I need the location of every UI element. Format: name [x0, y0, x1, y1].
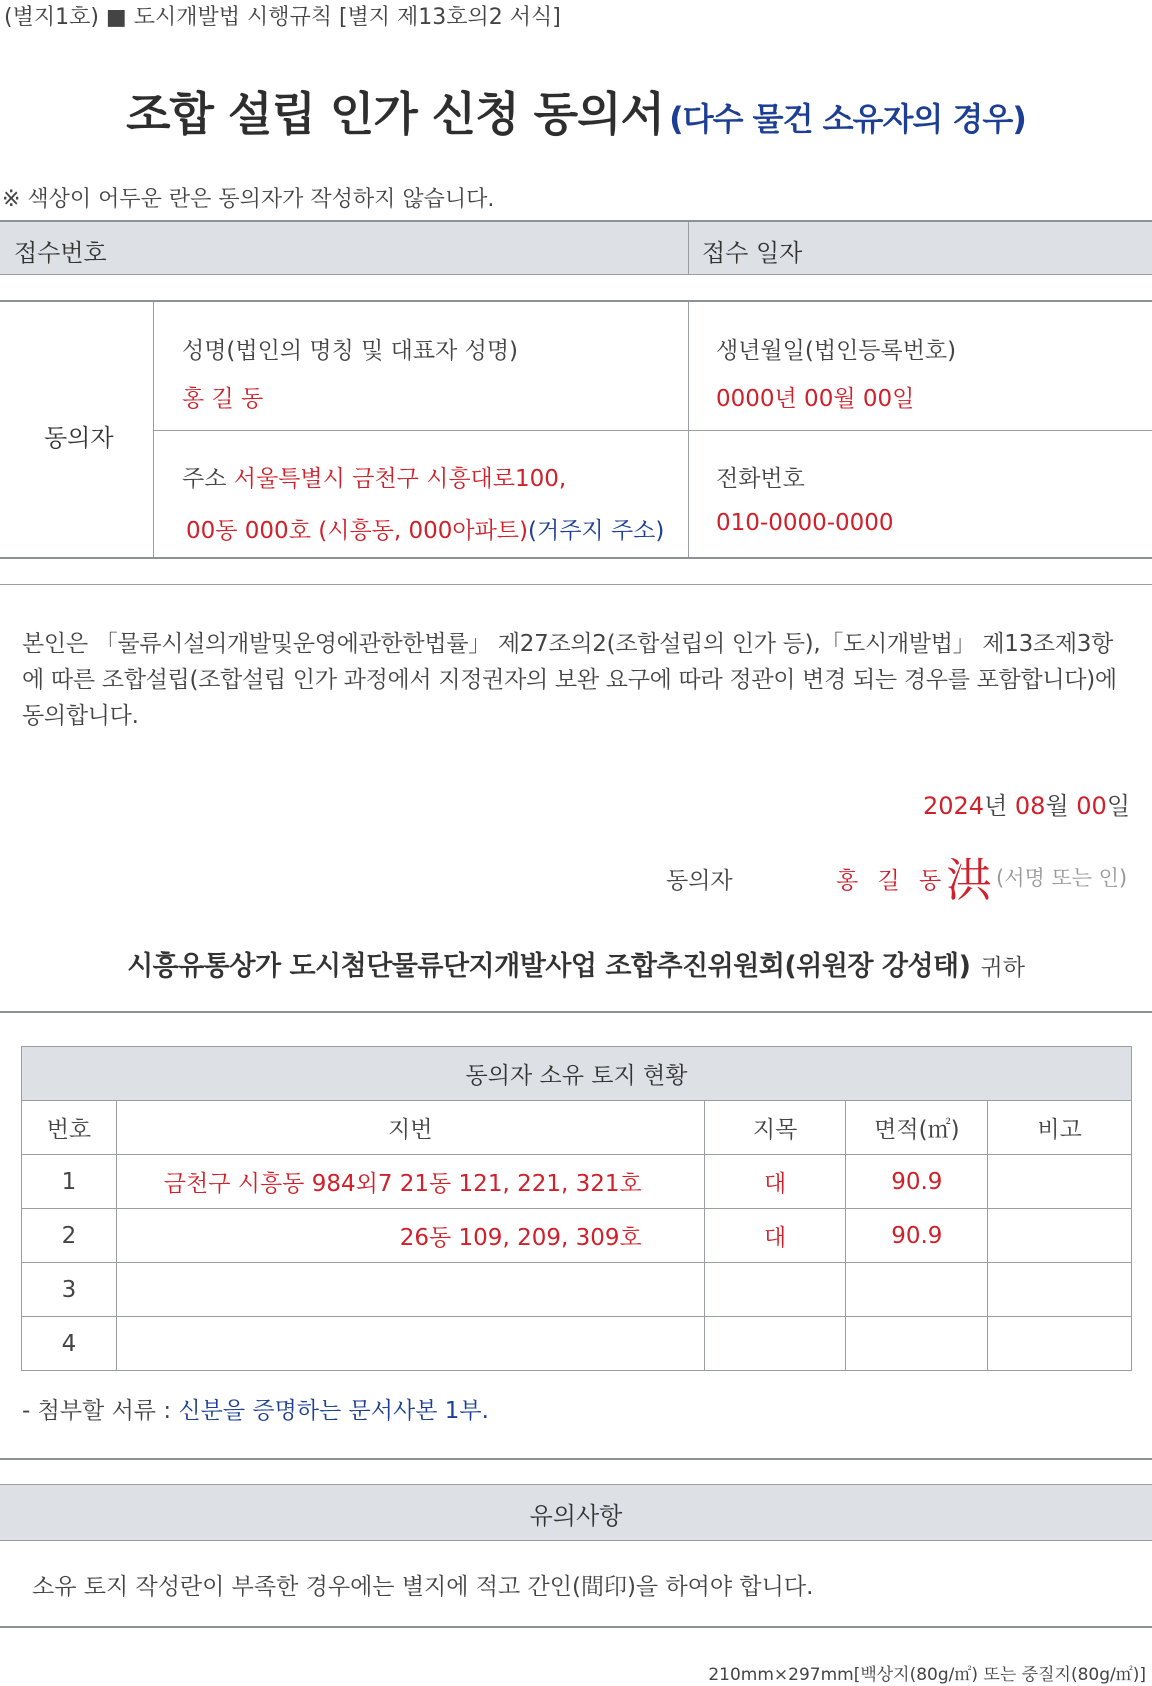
divider: [153, 430, 1152, 431]
row-lot: [116, 1263, 704, 1317]
row-category: 대: [704, 1209, 846, 1263]
address-line-1: 서울특별시 금천구 시흥대로100,: [233, 466, 567, 492]
address-label: 주소: [182, 466, 227, 492]
address-row-2: [186, 512, 664, 545]
signer-label: 동의자: [666, 868, 733, 894]
land-ownership-table: [21, 1046, 1132, 1371]
row-area: 90.9: [846, 1209, 988, 1263]
row-area: 90.9: [846, 1155, 988, 1209]
date-month-unit: 월: [1045, 792, 1069, 820]
divider: [0, 1011, 1152, 1013]
row-lot: 26동 109, 209, 309호: [116, 1209, 704, 1263]
row-area: [846, 1263, 988, 1317]
table-row: [22, 1155, 1132, 1209]
column-header-number: 번호: [22, 1101, 117, 1155]
date-day-unit: 일: [1106, 792, 1130, 820]
row-number: 2: [22, 1209, 117, 1263]
divider: [688, 222, 689, 274]
row-category: 대: [704, 1155, 846, 1209]
seal-mark: 洪: [946, 853, 992, 907]
row-category: [704, 1263, 846, 1317]
page-title: [0, 78, 1152, 144]
attachment-value: 신분을 증명하는 문서사본 1부.: [178, 1398, 489, 1424]
divider: [0, 1458, 1152, 1460]
divider: [0, 1626, 1152, 1628]
table-row: [22, 1209, 1132, 1263]
date-month: 08: [1014, 792, 1046, 820]
column-header-note: 비고: [988, 1101, 1132, 1155]
signer-name: 홍 길 동: [836, 868, 948, 894]
row-lot: 금천구 시흥동 984외7 21동 121, 221, 321호: [116, 1155, 704, 1209]
table-caption: 동의자 소유 토지 현황: [22, 1047, 1132, 1101]
divider: [0, 1540, 1152, 1541]
row-number: 1: [22, 1155, 117, 1209]
row-category: [704, 1317, 846, 1371]
form-reference: (별지1호) ■ 도시개발법 시행규칙 [별지 제13호의2 서식]: [4, 5, 561, 30]
address-row-1: [182, 460, 566, 493]
receipt-shade: [0, 222, 1152, 274]
paper-spec-footer: 210mm×297mm[백상지(80g/㎡) 또는 중질지(80g/㎡)]: [708, 1665, 1146, 1685]
recipient-suffix: 귀하: [980, 955, 1025, 981]
column-header-category: 지목: [704, 1101, 846, 1155]
row-note: [988, 1209, 1132, 1263]
receipt-date-label: 접수 일자: [702, 239, 803, 267]
title-main: 조합 설립 인가 신청 동의서: [126, 87, 664, 141]
divider: [0, 1484, 1152, 1485]
divider: [0, 584, 1152, 585]
recipient-organization: 시흥유통상가 도시첨단물류단지개발사업 조합추진위원회(위원장 강성태): [127, 951, 971, 982]
divider: [0, 557, 1152, 559]
recipient-line: [0, 944, 1152, 983]
column-header-area: 면적(㎡): [846, 1101, 988, 1155]
row-note: [988, 1155, 1132, 1209]
date-year: 2024: [922, 792, 985, 820]
signature-date: [923, 786, 1130, 821]
divider: [0, 274, 1152, 275]
address-note: (거주지 주소): [528, 518, 665, 544]
phone-value: 010-0000-0000: [716, 510, 894, 536]
row-area: [846, 1317, 988, 1371]
caution-title: 유의사항: [529, 1502, 623, 1530]
row-number: 3: [22, 1263, 117, 1317]
row-note: [988, 1263, 1132, 1317]
date-day: 00: [1076, 792, 1107, 820]
birth-value: 0000년 00월 00일: [716, 386, 915, 412]
attachment-label: - 첨부할 서류 :: [22, 1398, 172, 1424]
shading-notice: ※ 색상이 어두운 란은 동의자가 작성하지 않습니다.: [2, 187, 495, 212]
attachment-line: [22, 1392, 489, 1425]
table-row: [22, 1317, 1132, 1371]
name-label: 성명(법인의 명칭 및 대표자 성명): [182, 338, 519, 364]
row-lot: [116, 1317, 704, 1371]
column-header-lot: 지번: [116, 1101, 704, 1155]
name-value: 홍 길 동: [182, 386, 264, 412]
consent-statement: 본인은 「물류시설의개발및운영에관한한법률」 제27조의2(조합설립의 인가 등),「도시개발법」 제13조제3항에 따른 조합설립(조합설립 인가 과정에서 지정권자의 보완 요구에 따라 정관이 변경 되는 경우를 포함합니다)에 동의합니다.: [22, 631, 1117, 729]
caution-text: 소유 토지 작성란이 부족한 경우에는 별지에 적고 간인(間印)을 하여야 합니다.: [32, 1574, 814, 1600]
address-line-2: 00동 000호 (시흥동, 000아파트): [186, 518, 529, 544]
date-year-unit: 년: [984, 792, 1008, 820]
row-note: [988, 1317, 1132, 1371]
birth-label: 생년월일(법인등록번호): [716, 338, 957, 364]
phone-label: 전화번호: [716, 466, 805, 492]
consenter-section-label: 동의자: [44, 424, 114, 452]
seal-note: (서명 또는 인): [996, 866, 1128, 890]
title-note: (다수 물건 소유자의 경우): [669, 100, 1026, 138]
table-header-row: [22, 1101, 1132, 1155]
row-number: 4: [22, 1317, 117, 1371]
divider: [0, 300, 1152, 302]
table-row: [22, 1263, 1132, 1317]
receipt-number-label: 접수번호: [14, 239, 107, 267]
